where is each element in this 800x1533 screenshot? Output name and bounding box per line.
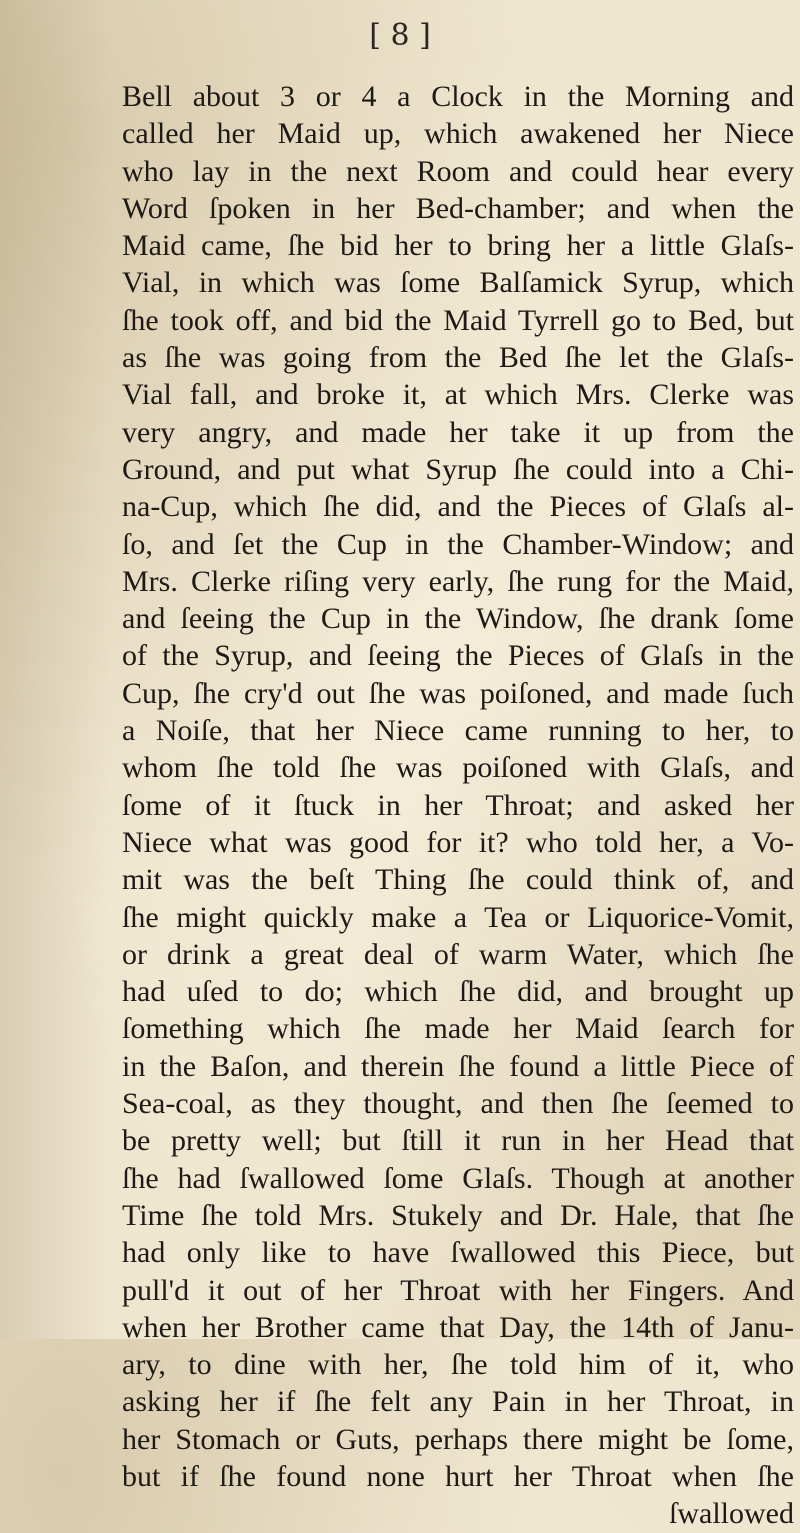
text-line: very angry, and made her take it up from the	[122, 415, 794, 449]
text-line: but if ſhe found none hurt her Throat when ſhe	[122, 1459, 794, 1493]
text-line: Word ſpoken in her Bed-chamber; and when the	[122, 191, 794, 225]
catchword: ſwallowed	[669, 1497, 794, 1531]
text-line: ſhe had ſwallowed ſome Glaſs. Though at another	[122, 1161, 794, 1195]
text-line: Cup, ſhe cry'd out ſhe was poiſoned, and made ſuch	[122, 676, 794, 710]
text-line: Ground, and put what Syrup ſhe could into a Chi-	[122, 452, 794, 486]
text-line: ſo, and ſet the Cup in the Chamber-Window; and	[122, 527, 794, 561]
text-line: in the Baſon, and therein ſhe found a little Piece of	[122, 1049, 794, 1083]
text-line: ſome of it ſtuck in her Throat; and asked her	[122, 788, 794, 822]
text-line: when her Brother came that Day, the 14th of Janu-	[122, 1310, 794, 1344]
text-line: and ſeeing the Cup in the Window, ſhe drank ſome	[122, 602, 794, 636]
text-line: of the Syrup, and ſeeing the Pieces of Glaſs in the	[122, 639, 794, 673]
text-line: asking her if ſhe felt any Pain in her Throat, in	[122, 1385, 794, 1419]
text-line: be pretty well; but ſtill it run in her Head that	[122, 1124, 794, 1158]
text-line: her Stomach or Guts, perhaps there might be ſome,	[122, 1422, 794, 1456]
text-line: ary, to dine with her, ſhe told him of it, who	[122, 1348, 794, 1382]
text-line: had only like to have ſwallowed this Piece, but	[122, 1236, 794, 1270]
text-line: a Noiſe, that her Niece came running to her, to	[122, 714, 794, 748]
page-edge-stain	[0, 0, 110, 1339]
text-line: or drink a great deal of warm Water, which ſhe	[122, 937, 794, 971]
text-line: Vial fall, and broke it, at which Mrs. Clerke was	[122, 378, 794, 412]
text-line: mit was the beſt Thing ſhe could think of, and	[122, 863, 794, 897]
text-line: Time ſhe told Mrs. Stukely and Dr. Hale, that ſhe	[122, 1198, 794, 1232]
text-line: Bell about 3 or 4 a Clock in the Morning and	[122, 80, 794, 113]
text-line: pull'd it out of her Throat with her Fingers. And	[122, 1273, 794, 1307]
text-line: Vial, in which was ſome Balſamick Syrup, which	[122, 266, 794, 300]
text-line: ſhe took off, and bid the Maid Tyrrell go to Bed, but	[122, 303, 794, 337]
text-line: na-Cup, which ſhe did, and the Pieces of Glaſs al-	[122, 490, 794, 524]
text-line: Maid came, ſhe bid her to bring her a little Glaſs-	[122, 229, 794, 263]
text-line: Niece what was good for it? who told her, a Vo-	[122, 825, 794, 859]
text-line: who lay in the next Room and could hear every	[122, 154, 794, 188]
page-number: [ 8 ]	[369, 18, 431, 53]
text-line: Sea-coal, as they thought, and then ſhe ſeemed to	[122, 1087, 794, 1121]
text-line: Mrs. Clerke riſing very early, ſhe rung for the Maid,	[122, 564, 794, 598]
text-line: had uſed to do; which ſhe did, and brought up	[122, 975, 794, 1009]
text-line: called her Maid up, which awakened her Niece	[122, 117, 794, 151]
body-text	[122, 78, 794, 1533]
text-line: whom ſhe told ſhe was poiſoned with Glaſs, and	[122, 751, 794, 785]
text-line: ſhe might quickly make a Tea or Liquorice-Vomit,	[122, 900, 794, 934]
text-line: ſomething which ſhe made her Maid ſearch for	[122, 1012, 794, 1046]
text-line: as ſhe was going from the Bed ſhe let the Glaſs-	[122, 341, 794, 375]
